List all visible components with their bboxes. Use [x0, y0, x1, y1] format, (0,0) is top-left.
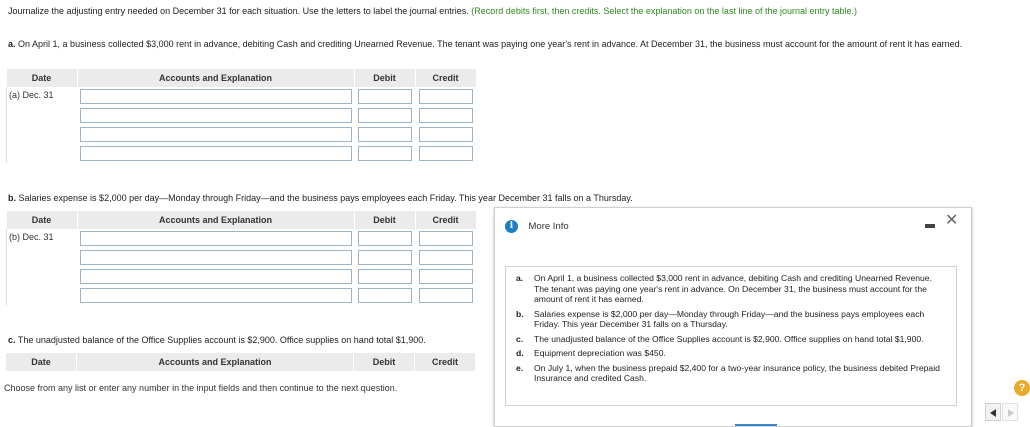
header-debit: Debit: [354, 69, 415, 87]
question-b: [8, 193, 1013, 204]
journal-table-c: [6, 353, 476, 371]
date-cell-a: (a) Dec. 31: [7, 87, 78, 163]
debit-input[interactable]: [358, 146, 412, 161]
journal-table-b: [6, 211, 477, 305]
question-b-letter: b.: [8, 193, 16, 203]
credit-input[interactable]: [419, 250, 473, 265]
popup-scroll-indicator: [735, 424, 777, 426]
header-date: Date: [6, 353, 77, 371]
list-item: [516, 273, 948, 305]
credit-input[interactable]: [419, 89, 473, 104]
next-button[interactable]: [1002, 403, 1018, 421]
item-letter: b.: [516, 308, 524, 319]
item-text: Salaries expense is $2,000 per day—Monday through Friday—and the business pays employees each Friday. This year December 31 falls on a Thursday.: [534, 308, 925, 329]
account-input[interactable]: [80, 250, 352, 265]
question-a: [8, 39, 1013, 50]
popup-title: More Info: [528, 221, 569, 232]
account-input[interactable]: [80, 127, 352, 142]
help-button[interactable]: ?: [1014, 380, 1030, 396]
question-c-text: The unadjusted balance of the Office Supplies account is $2,900. Office supplies on hand total $1,900.: [17, 335, 426, 345]
credit-input[interactable]: [419, 108, 473, 123]
item-letter: c.: [516, 333, 524, 344]
more-info-popup: [494, 207, 972, 427]
arrow-right-icon: [1008, 409, 1014, 417]
item-letter: e.: [516, 362, 524, 373]
debit-input[interactable]: [358, 89, 412, 104]
account-input[interactable]: [80, 288, 352, 303]
item-letter: a.: [516, 273, 524, 283]
debit-input[interactable]: [358, 231, 412, 246]
account-input[interactable]: [80, 89, 352, 104]
item-text: Equipment depreciation was $450.: [534, 348, 666, 358]
header-date: Date: [7, 211, 78, 229]
header-accounts: Accounts and Explanation: [77, 211, 354, 229]
instructions-main: Journalize the adjusting entry needed on December 31 for each situation. Use the letters to label the journal entries.: [8, 6, 469, 16]
header-credit: Credit: [415, 353, 476, 371]
instructions-hint: (Record debits first, then credits. Select the explanation on the last line of the journal entry table.): [471, 6, 858, 16]
instructions: [8, 6, 1018, 16]
account-input[interactable]: [80, 269, 352, 284]
credit-input[interactable]: [419, 231, 473, 246]
footer-instructions: Choose from any list or enter any number in the input fields and then continue to the next question.: [4, 383, 398, 393]
header-accounts: Accounts and Explanation: [77, 353, 354, 371]
debit-input[interactable]: [358, 108, 412, 123]
previous-button[interactable]: [985, 403, 1001, 421]
debit-input[interactable]: [358, 127, 412, 142]
list-item: [516, 309, 948, 330]
minimize-button[interactable]: [925, 224, 935, 228]
credit-input[interactable]: [419, 269, 473, 284]
close-icon[interactable]: ✕: [945, 212, 959, 229]
header-debit: Debit: [354, 211, 415, 229]
item-text: On April 1, a business collected $3,000 rent in advance, debiting Cash and crediting Unearned Revenue. The tenant was paying one year's rent in advance. On December 31, the business must account for the amount of rent it has earned.: [534, 273, 932, 304]
debit-input[interactable]: [358, 250, 412, 265]
credit-input[interactable]: [419, 146, 473, 161]
header-credit: Credit: [415, 211, 476, 229]
credit-input[interactable]: [419, 288, 473, 303]
question-a-letter: a.: [8, 39, 16, 49]
arrow-left-icon: [990, 409, 996, 417]
debit-input[interactable]: [358, 288, 412, 303]
more-info-list: [505, 266, 957, 406]
header-credit: Credit: [415, 69, 476, 87]
account-input[interactable]: [80, 231, 352, 246]
list-item: [516, 348, 948, 359]
date-cell-b: (b) Dec. 31: [7, 229, 78, 305]
info-icon: i: [505, 220, 518, 233]
header-debit: Debit: [354, 353, 415, 371]
item-text: The unadjusted balance of the Office Supplies account is $2,900. Office supplies on hand total $1,900.: [534, 333, 924, 344]
header-date: Date: [7, 69, 78, 87]
journal-table-a: [6, 69, 477, 163]
list-item: [516, 363, 948, 384]
popup-header: [505, 220, 569, 236]
account-input[interactable]: [80, 146, 352, 161]
item-letter: d.: [516, 348, 524, 358]
question-a-text: On April 1, a business collected $3,000 rent in advance, debiting Cash and crediting Unearned Revenue. The tenant was paying one year's rent in advance. At December 31, the business must account for the amount of rent it has earned.: [18, 39, 963, 49]
credit-input[interactable]: [419, 127, 473, 142]
account-input[interactable]: [80, 108, 352, 123]
list-item: [516, 334, 948, 345]
debit-input[interactable]: [358, 269, 412, 284]
header-accounts: Accounts and Explanation: [77, 69, 354, 87]
question-c-letter: c.: [8, 335, 16, 345]
item-text: On July 1, when the business prepaid $2,400 for a two-year insurance policy, the business debited Prepaid Insurance and credited Cash.: [534, 362, 940, 383]
question-b-text: Salaries expense is $2,000 per day—Monday through Friday—and the business pays employees each Friday. This year December 31 falls on a Thursday.: [18, 193, 633, 203]
